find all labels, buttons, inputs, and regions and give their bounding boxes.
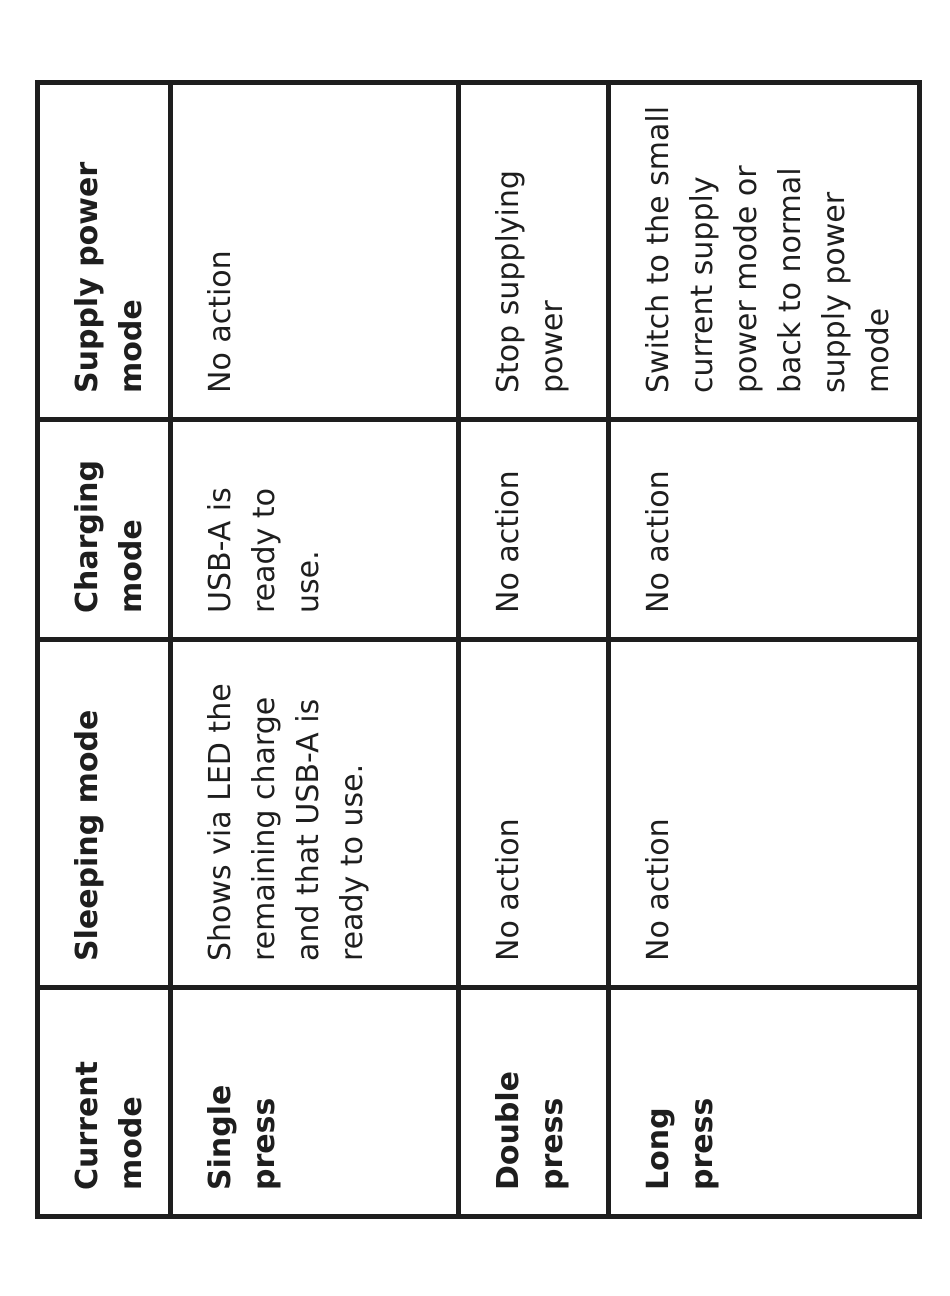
table-header-row [38,83,171,1217]
cell-double-sleeping: No action [459,640,609,988]
table-row-single-press [171,83,459,1217]
table-row-long-press [609,83,920,1217]
cell-single-supply: No action [171,83,459,420]
cell-double-charging: No action [459,420,609,640]
header-charging-mode: Charging mode [38,420,171,640]
header-sleeping-mode: Sleeping mode [38,640,171,988]
row-label-long-press: Long press [609,988,920,1217]
cell-long-charging: No action [609,420,920,640]
cell-double-supply: Stop supplying power [459,83,609,420]
table-row-double-press [459,83,609,1217]
button-function-table-container [35,85,917,1219]
button-function-table [35,80,922,1219]
cell-single-charging: USB-A is ready to use. [171,420,459,640]
cell-single-sleeping: Shows via LED the remaining charge and that USB-A is ready to use. [171,640,459,988]
cell-long-supply: Switch to the small current supply power mode or back to normal supply power mode [609,83,920,420]
row-label-double-press: Double press [459,988,609,1217]
cell-long-sleeping: No action [609,640,920,988]
header-current-mode: Current mode [38,988,171,1217]
header-supply-power-mode: Supply power mode [38,83,171,420]
row-label-single-press: Single press [171,988,459,1217]
